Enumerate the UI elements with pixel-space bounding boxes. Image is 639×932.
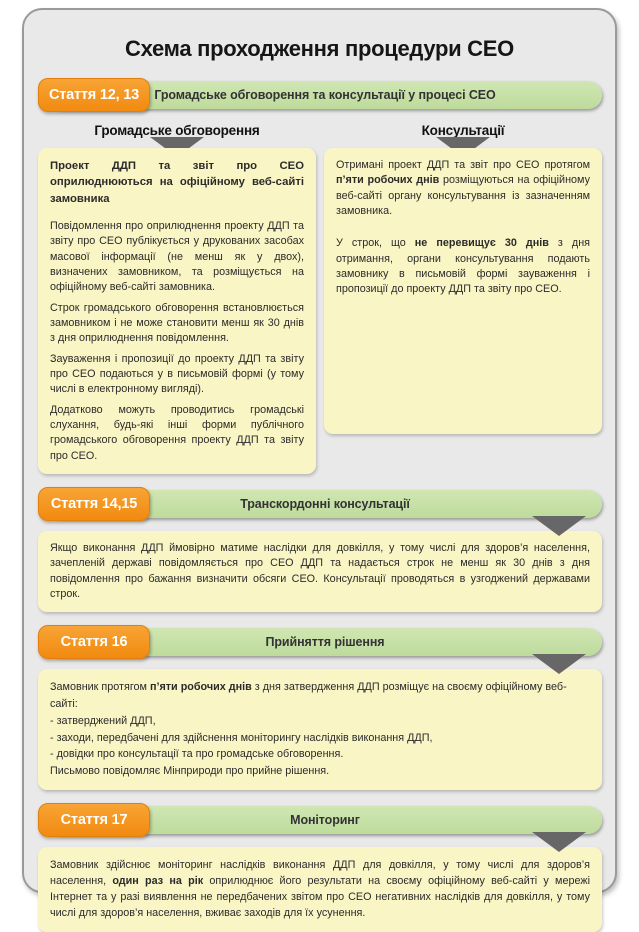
section-2-article-badge: Стаття 14,15	[38, 487, 150, 521]
paragraph: Строк громадського обговорення встановлюється замовником і не може становити менш як 30 днів з дня оприлюднення повідомлення.	[50, 301, 304, 345]
monitoring-box	[38, 847, 602, 932]
section-2-header-row	[38, 487, 602, 521]
paragraph: Отримані проект ДДП та звіт про СЕО протягом п’яти робочих днів розміщуються на офіційному веб-сайті органу консультування із зазначенням замовника.	[336, 159, 591, 217]
consultations-box	[324, 148, 602, 434]
decision-box	[38, 669, 602, 789]
paragraph: Якщо виконання ДДП ймовірно матиме наслідки для довкілля, у тому числі для здоров’я населення, зачепленій державі повідомляється про СЕО ДДП та надається строк не менш як 30 днів з дня повідомлення про бажання визначити обсяги СЕО. Консультації проводяться в узгоджений державами строк.	[50, 542, 590, 601]
page-title: Схема проходження процедури СЕО	[125, 36, 514, 61]
list-item: - затверджений ДДП,	[50, 714, 156, 727]
list-item: - довідки про консультації та про громадське обговорення.	[50, 748, 344, 761]
diagram-frame	[22, 8, 617, 920]
down-arrow-icon	[532, 832, 586, 852]
section-4-header-row	[38, 803, 602, 837]
paragraph: У строк, що не перевищує 30 днів з дня отримання, органи консультування подають замовнику в письмовій формі зауваження і пропозиції до проекту ДДП та звіту про СЕО.	[336, 237, 591, 296]
section-1-columns	[38, 112, 602, 474]
consultations-column	[324, 112, 602, 474]
public-discussion-box	[38, 148, 316, 474]
box-heading: Проект ДДП та звіт про СЕО оприлюднюються на офіційному веб-сайті замовника	[50, 160, 304, 205]
section-3-header-row	[38, 625, 602, 659]
down-arrow-icon	[532, 516, 586, 536]
section-1-header-row	[38, 78, 602, 112]
consultations-header: Консультації	[421, 123, 505, 138]
paragraph: Повідомлення про оприлюднення проекту ДДП та звіту про СЕО публікується у друкованих засобах масової інформації (не менш як у двох), визначених замовником, та розміщується на офіційному веб-сайті замовника.	[50, 220, 304, 294]
public-discussion-header: Громадське обговорення	[94, 123, 260, 138]
paragraph: Зауваження і пропозиції до проекту ДДП та звіту про СЕО подаються у в письмовій формі (у тому числі в електронному вигляді).	[50, 352, 304, 396]
section-2-bar-label: Транскордонні консультації	[240, 497, 410, 512]
down-arrow-icon	[532, 654, 586, 674]
paragraph: Додатково можуть проводитись громадські слухання, будь-які інші форми публічного громадського обговорення проекту ДДП та звіту про СЕО.	[50, 403, 304, 462]
section-4-bar-label: Моніторинг	[290, 812, 360, 827]
section-4-article-badge: Стаття 17	[38, 803, 150, 837]
transboundary-consultations-box	[38, 531, 602, 612]
section-3-article-badge: Стаття 16	[38, 625, 150, 659]
paragraph: Замовник здійснює моніторинг наслідків виконання ДДП для довкілля, у тому числі для здоров’я населення, один раз на рік оприлюднює його результати на своєму офіційному веб-сайті у мережі Інтернет та у разі виявлення не передбачених звітом про СЕО негативних наслідків для довкілля, у тому числі для здоров’я населення, вживає заходів для їх усунення.	[50, 858, 590, 920]
paragraph: Замовник протягом п’яти робочих днів з дня затвердження ДДП розміщує на своєму офіційному веб-сайті:	[50, 681, 567, 711]
section-1-bar-label: Громадське обговорення та консультації у процесі СЕО	[154, 88, 496, 102]
public-discussion-column	[38, 112, 316, 474]
paragraph: Письмово повідомляє Мінприроди про прийне рішення.	[50, 765, 330, 778]
section-3-bar-label: Прийняття рішення	[265, 635, 385, 650]
section-1-article-badge: Стаття 12, 13	[38, 78, 150, 112]
list-item: - заходи, передбачені для здійснення моніторингу наслідків виконання ДДП,	[50, 731, 433, 744]
